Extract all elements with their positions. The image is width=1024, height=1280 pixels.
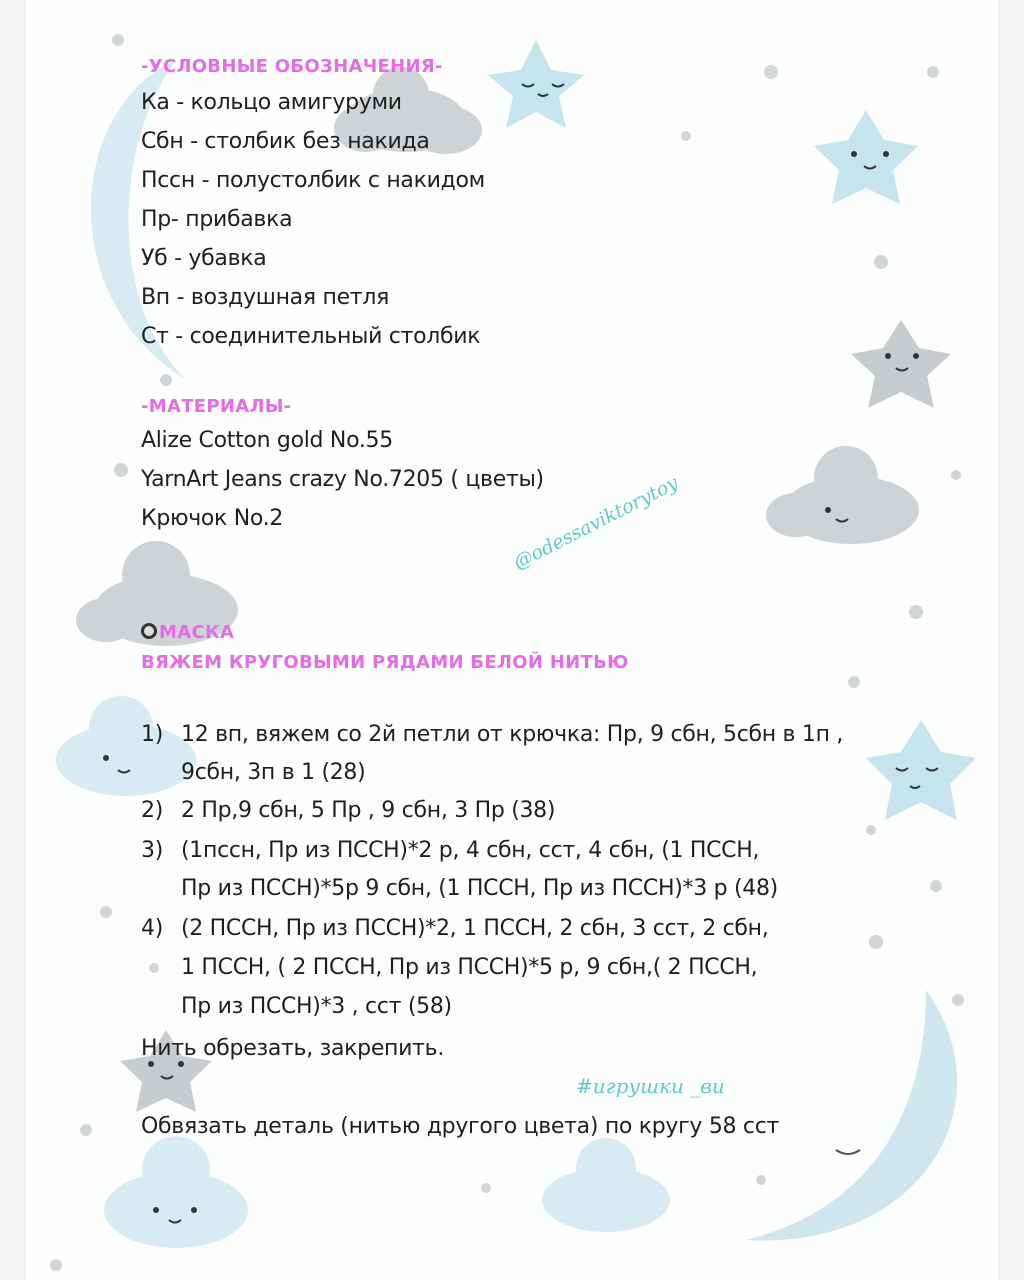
- finish-instruction: Нить обрезать, закрепить.: [141, 1036, 445, 1061]
- pattern-page: [26, 0, 998, 1280]
- star-right-top: [814, 110, 918, 204]
- material-item: Крючок No.2: [141, 506, 284, 531]
- star-right-gray: [851, 320, 951, 408]
- legend-item: Уб - убавка: [141, 246, 267, 271]
- cloud-right: [766, 446, 919, 544]
- row-line: 4) (2 ПССН, Пр из ПССН)*2, 1 ПССН, 2 сбн, 3 сст, 2 сбн,: [141, 916, 769, 941]
- row-line: 3) (1пссн, Пр из ПССН)*2 р, 4 сбн, сст, 4 сбн, (1 ПССН,: [141, 838, 760, 863]
- row-line: 1 ПССН, ( 2 ПССН, Пр из ПССН)*5 р, 9 сбн,( 2 ПССН,: [181, 955, 758, 980]
- row-line: 2) 2 Пр,9 сбн, 5 Пр , 9 сбн, 3 Пр (38): [141, 798, 556, 823]
- row-number: 3): [141, 838, 163, 863]
- row-number: 1): [141, 722, 163, 747]
- legend-item: Вп - воздушная петля: [141, 285, 390, 310]
- circle-bullet-icon: [141, 623, 157, 639]
- row-line: Пр из ПССН)*3 , сст (58): [181, 994, 452, 1019]
- row-number: 2): [141, 798, 163, 823]
- material-item: YarnArt Jeans crazy No.7205 ( цветы): [141, 467, 544, 492]
- star-right-mid: [866, 720, 976, 820]
- legend-heading: -УСЛОВНЫЕ ОБОЗНАЧЕНИЯ-: [141, 56, 443, 77]
- final-instruction: Обвязать деталь (нитью другого цвета) по кругу 58 сст: [141, 1114, 780, 1139]
- cloud-bottom-left: [104, 1136, 248, 1248]
- row-line: Пр из ПССН)*5р 9 сбн, (1 ПССН, Пр из ПССН)*3 р (48): [181, 876, 778, 901]
- legend-item: Ка - кольцо амигуруми: [141, 90, 402, 115]
- legend-item: Ст - соединительный столбик: [141, 324, 481, 349]
- legend-item: Пр- прибавка: [141, 207, 293, 232]
- mask-heading: [141, 622, 234, 643]
- mask-subheading: ВЯЖЕМ КРУГОВЫМИ РЯДАМИ БЕЛОЙ НИТЬЮ: [141, 652, 629, 673]
- mask-heading-label: МАСКА: [159, 622, 235, 643]
- legend-item: Сбн - столбик без накида: [141, 129, 430, 154]
- star-top: [488, 40, 584, 128]
- material-item: Alize Cotton gold No.55: [141, 428, 393, 453]
- row-line: 1) 12 вп, вяжем со 2й петли от крючка: Пр, 9 сбн, 5сбн в 1п ,: [141, 722, 844, 747]
- row-number: 4): [141, 916, 163, 941]
- materials-heading: -МАТЕРИАЛЫ-: [141, 396, 292, 417]
- hashtag: #игрушки _ви: [576, 1074, 725, 1098]
- legend-item: Пссн - полустолбик с накидом: [141, 168, 485, 193]
- row-line: 9сбн, 3п в 1 (28): [181, 760, 366, 785]
- cloud-bottom-mid: [542, 1138, 670, 1232]
- author-watermark: @odessaviktorytoy: [510, 471, 682, 574]
